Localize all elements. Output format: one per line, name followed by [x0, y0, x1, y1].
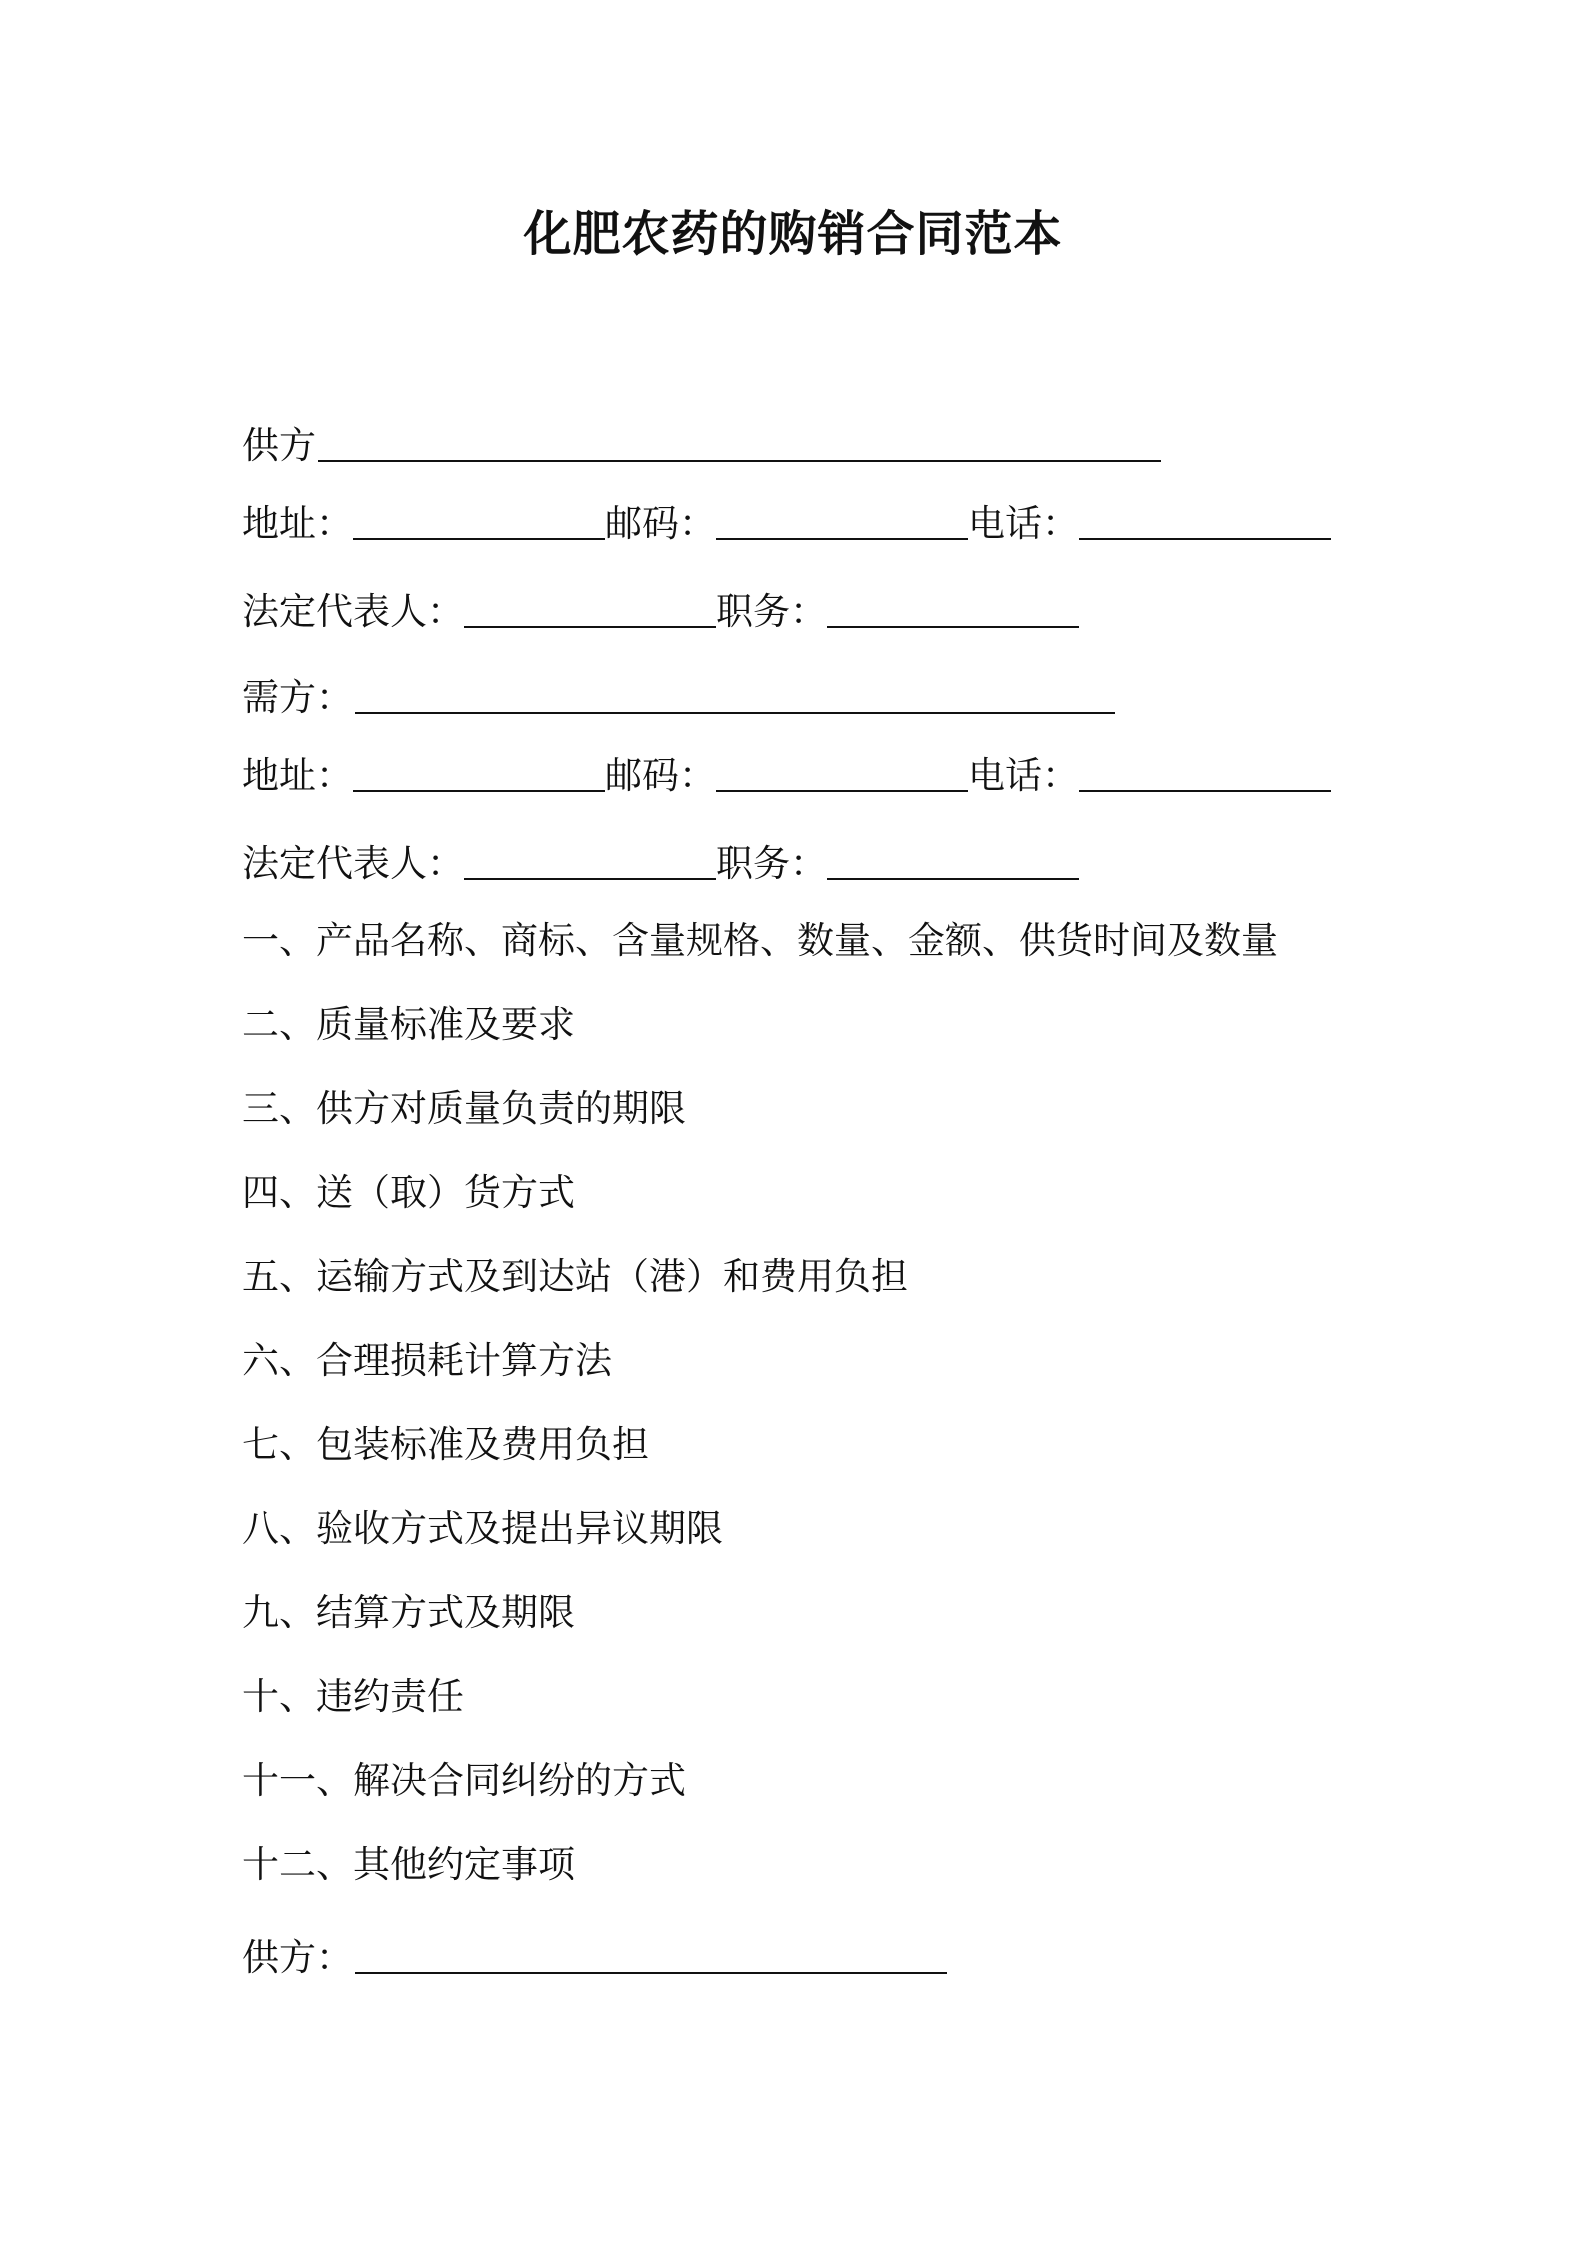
supplier-row — [242, 424, 1161, 467]
clause-11: 十一、解决合同纠纷的方式 — [242, 1759, 686, 1802]
buyer-phone-label: 电话： — [968, 754, 1079, 797]
signature-row — [242, 1936, 947, 1979]
supplier-phone-label: 电话： — [968, 502, 1079, 545]
signature-label: 供方： — [242, 1936, 353, 1979]
supplier-rep-row — [242, 590, 1079, 633]
clause-7: 七、包装标准及费用负担 — [242, 1423, 649, 1466]
supplier-address-label: 地址： — [242, 502, 353, 545]
clause-10: 十、违约责任 — [242, 1675, 464, 1718]
supplier-postcode-label: 邮码： — [605, 502, 716, 545]
supplier-address-blank[interactable] — [353, 502, 605, 540]
signature-blank[interactable] — [355, 1936, 947, 1974]
document-title: 化肥农药的购销合同范本 — [523, 206, 1063, 262]
buyer-legal-rep-blank[interactable] — [464, 842, 716, 880]
supplier-blank[interactable] — [318, 424, 1161, 462]
clause-4: 四、送（取）货方式 — [242, 1171, 575, 1214]
supplier-position-label: 职务： — [716, 590, 827, 633]
clause-6: 六、合理损耗计算方法 — [242, 1339, 612, 1382]
clause-9: 九、结算方式及期限 — [242, 1591, 575, 1634]
buyer-row — [242, 676, 1115, 719]
clause-8: 八、验收方式及提出异议期限 — [242, 1507, 723, 1550]
buyer-position-blank[interactable] — [827, 842, 1079, 880]
clause-5: 五、运输方式及到达站（港）和费用负担 — [242, 1255, 908, 1298]
buyer-postcode-blank[interactable] — [716, 754, 968, 792]
supplier-position-blank[interactable] — [827, 590, 1079, 628]
buyer-postcode-label: 邮码： — [605, 754, 716, 797]
buyer-legal-rep-label: 法定代表人： — [242, 842, 464, 885]
clause-12: 十二、其他约定事项 — [242, 1843, 575, 1886]
supplier-postcode-blank[interactable] — [716, 502, 968, 540]
buyer-position-label: 职务： — [716, 842, 827, 885]
buyer-rep-row — [242, 842, 1079, 885]
buyer-blank[interactable] — [355, 676, 1115, 714]
buyer-label: 需方： — [242, 676, 353, 719]
supplier-phone-blank[interactable] — [1079, 502, 1331, 540]
clause-3: 三、供方对质量负责的期限 — [242, 1087, 686, 1130]
clause-2: 二、质量标准及要求 — [242, 1003, 575, 1046]
buyer-contact-row — [242, 754, 1331, 797]
supplier-contact-row — [242, 502, 1331, 545]
clause-1: 一、产品名称、商标、含量规格、数量、金额、供货时间及数量 — [242, 919, 1278, 962]
buyer-address-blank[interactable] — [353, 754, 605, 792]
buyer-address-label: 地址： — [242, 754, 353, 797]
supplier-legal-rep-label: 法定代表人： — [242, 590, 464, 633]
supplier-label: 供方 — [242, 424, 316, 467]
supplier-legal-rep-blank[interactable] — [464, 590, 716, 628]
buyer-phone-blank[interactable] — [1079, 754, 1331, 792]
